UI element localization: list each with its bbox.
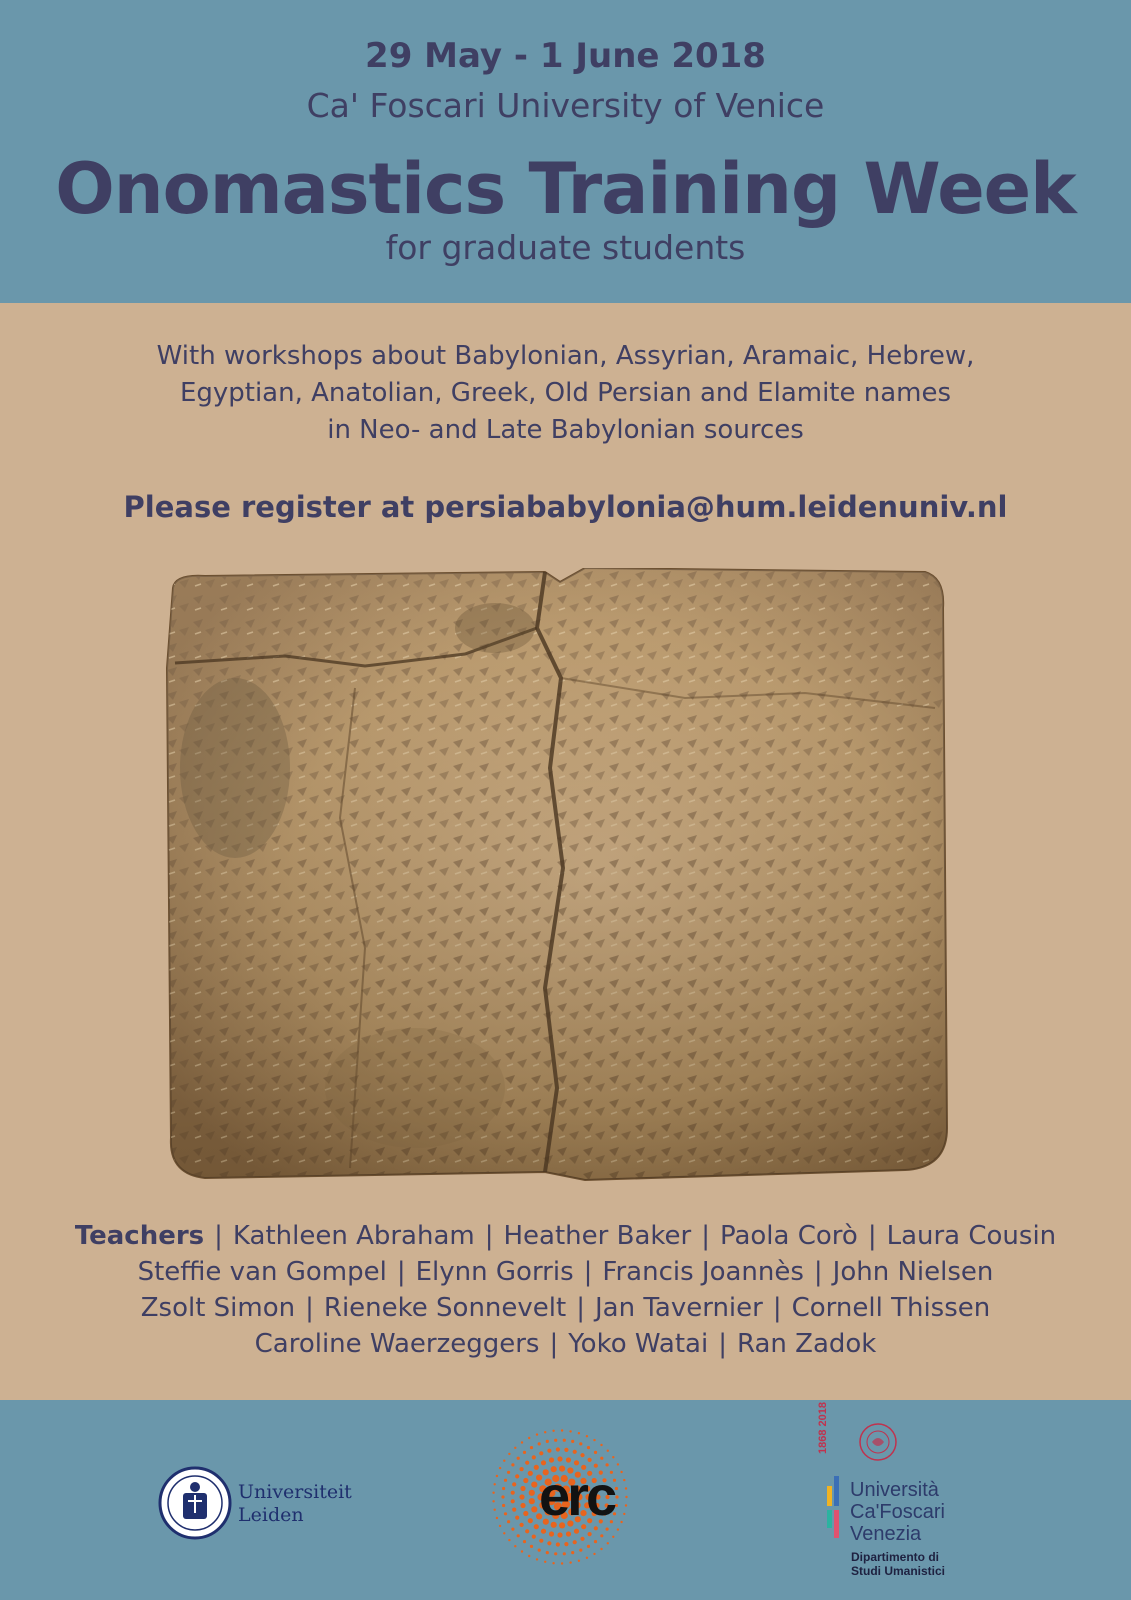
workshops-line: in Neo- and Late Babylonian sources: [327, 415, 804, 445]
separator: |: [701, 1221, 710, 1251]
teacher-name: Kathleen Abraham: [232, 1221, 475, 1251]
erc-dot: [502, 1504, 505, 1507]
erc-dot: [528, 1471, 533, 1476]
erc-dot: [546, 1551, 549, 1554]
erc-dot: [523, 1451, 526, 1454]
leiden-seal-icon: [158, 1463, 232, 1543]
separator: |: [867, 1221, 877, 1251]
teacher-name: Francis Joannès: [602, 1257, 804, 1287]
erc-dot: [615, 1495, 618, 1498]
erc-dot: [536, 1558, 538, 1560]
erc-dot: [530, 1545, 533, 1548]
cafoscari-dept-line: Dipartimento di: [851, 1550, 940, 1564]
erc-dot: [554, 1552, 557, 1555]
erc-dot: [625, 1504, 627, 1506]
erc-dot: [511, 1528, 514, 1531]
erc-dot: [501, 1495, 504, 1498]
erc-dot: [492, 1500, 494, 1502]
erc-dot: [546, 1440, 549, 1443]
cafoscari-logo[interactable]: [817, 1402, 1003, 1595]
erc-dot: [520, 1486, 525, 1491]
erc-dot: [504, 1479, 507, 1482]
separator: |: [576, 1293, 585, 1323]
erc-dot: [625, 1487, 627, 1489]
teachers-line: [30, 1254, 1101, 1290]
erc-dot: [561, 1429, 563, 1431]
erc-dot: [499, 1525, 501, 1527]
cafoscari-line: Università: [850, 1479, 939, 1501]
erc-dot: [547, 1449, 551, 1453]
erc-dot: [600, 1548, 602, 1550]
erc-dot: [503, 1460, 505, 1462]
erc-dot: [617, 1463, 619, 1465]
erc-dot: [539, 1539, 543, 1543]
separator: |: [718, 1329, 727, 1359]
erc-dot: [521, 1550, 523, 1552]
cuneiform-tablet-image: [165, 568, 965, 1188]
erc-dot: [587, 1545, 590, 1548]
erc-dot: [600, 1457, 603, 1460]
erc-dot: [615, 1487, 618, 1490]
erc-dot: [544, 1431, 546, 1433]
teacher-name: Yoko Watai: [568, 1329, 709, 1359]
leiden-logo[interactable]: [158, 1463, 378, 1543]
erc-dot: [515, 1516, 519, 1520]
erc-dot: [563, 1439, 566, 1442]
erc-dot: [571, 1440, 574, 1443]
cafoscari-dept-line: Studi Umanistici: [851, 1564, 946, 1578]
workshops-line: Egyptian, Anatolian, Greek, Old Persian and Elamite names: [179, 378, 952, 408]
erc-dot: [586, 1435, 588, 1437]
erc-dot: [566, 1531, 571, 1536]
cafoscari-years: 1868 2018: [817, 1402, 829, 1454]
page-title: Onomastics Training Week: [55, 148, 1076, 230]
erc-dot: [528, 1518, 533, 1523]
erc-dot: [520, 1503, 525, 1508]
cafoscari-line: Venezia: [850, 1523, 922, 1545]
erc-dot: [561, 1562, 563, 1564]
erc-dot: [580, 1537, 584, 1541]
erc-dot: [521, 1441, 523, 1443]
erc-dot: [588, 1458, 592, 1462]
erc-dot: [528, 1555, 530, 1557]
register-email[interactable]: Please register at persiababylonia@hum.leidenuniv.nl: [123, 490, 1008, 524]
teacher-name: Caroline Waerzeggers: [254, 1329, 540, 1359]
erc-dot: [528, 1437, 530, 1439]
separator: |: [772, 1293, 782, 1323]
erc-dot: [529, 1498, 535, 1504]
erc-dot: [556, 1447, 560, 1451]
erc-dot: [564, 1448, 568, 1452]
event-date: 29 May - 1 June 2018: [365, 36, 766, 76]
erc-dot: [503, 1532, 505, 1534]
teacher-name: Cornell Thissen: [791, 1293, 991, 1323]
cafoscari-name: [850, 1479, 945, 1545]
erc-logo[interactable]: [475, 1425, 645, 1570]
erc-dot: [523, 1478, 528, 1483]
erc-dot: [573, 1450, 577, 1454]
erc-dot: [508, 1453, 510, 1455]
erc-dot: [499, 1467, 501, 1469]
erc-dot: [566, 1457, 571, 1462]
erc-dot: [517, 1457, 520, 1460]
erc-dot: [515, 1474, 519, 1478]
teacher-name: Laura Cousin: [886, 1221, 1057, 1251]
teacher-name: Rieneke Sonnevelt: [323, 1293, 567, 1323]
erc-dot: [512, 1508, 516, 1512]
erc-dot: [514, 1545, 516, 1547]
erc-dot: [571, 1551, 574, 1554]
erc-dot: [623, 1479, 625, 1481]
erc-dot: [557, 1456, 562, 1461]
teacher-name: Paola Corò: [719, 1221, 858, 1251]
erc-dot: [607, 1542, 609, 1544]
erc-dot: [586, 1557, 588, 1559]
erc-dot: [578, 1432, 580, 1434]
erc-dot: [556, 1542, 560, 1546]
page-subtitle: for graduate students: [385, 228, 746, 267]
teachers-line: [30, 1218, 1101, 1254]
teachers-line: [30, 1290, 1101, 1326]
erc-dot: [594, 1451, 597, 1454]
erc-dot: [507, 1471, 510, 1474]
workshops-line: With workshops about Babylonian, Assyrian, Aramaic, Hebrew,: [156, 341, 975, 371]
header-band: [0, 0, 1131, 303]
erc-dot: [538, 1442, 541, 1445]
separator: |: [214, 1221, 223, 1251]
erc-dot: [569, 1430, 571, 1432]
erc-dot: [615, 1504, 618, 1507]
erc-dot: [536, 1433, 538, 1435]
separator: |: [396, 1257, 406, 1287]
erc-dot: [579, 1549, 582, 1552]
erc-dot: [573, 1540, 577, 1544]
teachers-label: Teachers: [74, 1221, 205, 1251]
erc-dot: [579, 1442, 582, 1445]
erc-dot: [600, 1534, 603, 1537]
event-venue: Ca' Foscari University of Venice: [306, 86, 825, 125]
separator: |: [583, 1257, 593, 1287]
erc-dot: [569, 1561, 571, 1563]
erc-dot: [504, 1512, 507, 1515]
teachers-line: [30, 1326, 1101, 1362]
erc-dot: [494, 1483, 496, 1485]
erc-dot: [549, 1457, 554, 1462]
erc-dot: [511, 1463, 514, 1466]
erc-dot: [552, 1430, 554, 1432]
erc-dot: [519, 1494, 524, 1499]
erc-dot: [588, 1532, 592, 1536]
erc-dot: [512, 1482, 516, 1486]
erc-dot: [623, 1513, 625, 1515]
teacher-name: Jan Tavernier: [594, 1293, 763, 1323]
teacher-name: Elynn Gorris: [415, 1257, 574, 1287]
footer-band: [0, 1400, 1131, 1600]
erc-dot: [529, 1490, 535, 1496]
erc-dot: [508, 1539, 510, 1541]
erc-dot: [593, 1439, 595, 1441]
erc-dot: [532, 1535, 536, 1539]
cafoscari-department: [851, 1550, 945, 1578]
separator: |: [549, 1329, 559, 1359]
erc-dot: [523, 1540, 526, 1543]
erc-dot: [554, 1439, 557, 1442]
erc-dot: [574, 1529, 579, 1534]
erc-dot: [539, 1451, 543, 1455]
teacher-name: Zsolt Simon: [140, 1293, 296, 1323]
erc-dot: [531, 1506, 537, 1512]
separator: |: [813, 1257, 823, 1287]
cafoscari-line: Ca'Foscari: [850, 1501, 945, 1523]
erc-dot: [552, 1562, 554, 1564]
erc-dot: [557, 1532, 562, 1537]
erc-wordmark: erc: [539, 1464, 615, 1527]
erc-dot: [502, 1487, 505, 1490]
erc-dot: [525, 1529, 529, 1533]
teacher-name: Ran Zadok: [736, 1329, 877, 1359]
erc-dot: [496, 1517, 498, 1519]
erc-dot: [531, 1482, 537, 1488]
erc-dot: [617, 1528, 619, 1530]
erc-dot: [578, 1560, 580, 1562]
erc-dot: [612, 1456, 614, 1458]
separator: |: [484, 1221, 494, 1251]
erc-dot: [547, 1541, 551, 1545]
teacher-name: John Nielsen: [832, 1257, 994, 1287]
erc-dot: [511, 1491, 515, 1495]
erc-dot: [625, 1496, 627, 1498]
erc-dot: [520, 1467, 524, 1471]
erc-dot: [525, 1461, 529, 1465]
erc-dot: [607, 1450, 609, 1452]
leiden-name: [238, 1481, 352, 1527]
erc-dot: [549, 1531, 554, 1536]
erc-dot: [580, 1453, 584, 1457]
erc-dot: [514, 1447, 516, 1449]
leiden-line: Leiden: [238, 1504, 304, 1526]
erc-dot: [600, 1444, 602, 1446]
erc-dot: [593, 1553, 595, 1555]
erc-dot: [494, 1509, 496, 1511]
erc-dot: [530, 1446, 533, 1449]
separator: |: [305, 1293, 314, 1323]
erc-dot: [520, 1523, 524, 1527]
erc-dot: [541, 1529, 546, 1534]
erc-dot: [620, 1471, 622, 1473]
erc-dot: [507, 1520, 510, 1523]
erc-dot: [511, 1499, 515, 1503]
erc-dot: [544, 1561, 546, 1563]
erc-dot: [612, 1536, 614, 1538]
erc-dot: [517, 1534, 520, 1537]
teacher-name: Steffie van Gompel: [137, 1257, 387, 1287]
teacher-name: Heather Baker: [503, 1221, 692, 1251]
erc-dot: [564, 1542, 568, 1546]
erc-dot: [492, 1492, 494, 1494]
teachers-list: [30, 1218, 1101, 1362]
erc-dot: [620, 1521, 622, 1523]
erc-dot: [538, 1549, 541, 1552]
leiden-line: Universiteit: [238, 1481, 352, 1503]
erc-dot: [594, 1540, 597, 1543]
erc-dot: [496, 1475, 498, 1477]
erc-dot: [532, 1455, 536, 1459]
erc-dot: [587, 1446, 590, 1449]
erc-dot: [523, 1511, 528, 1516]
erc-dot: [563, 1552, 566, 1555]
workshops-description: [60, 338, 1071, 449]
